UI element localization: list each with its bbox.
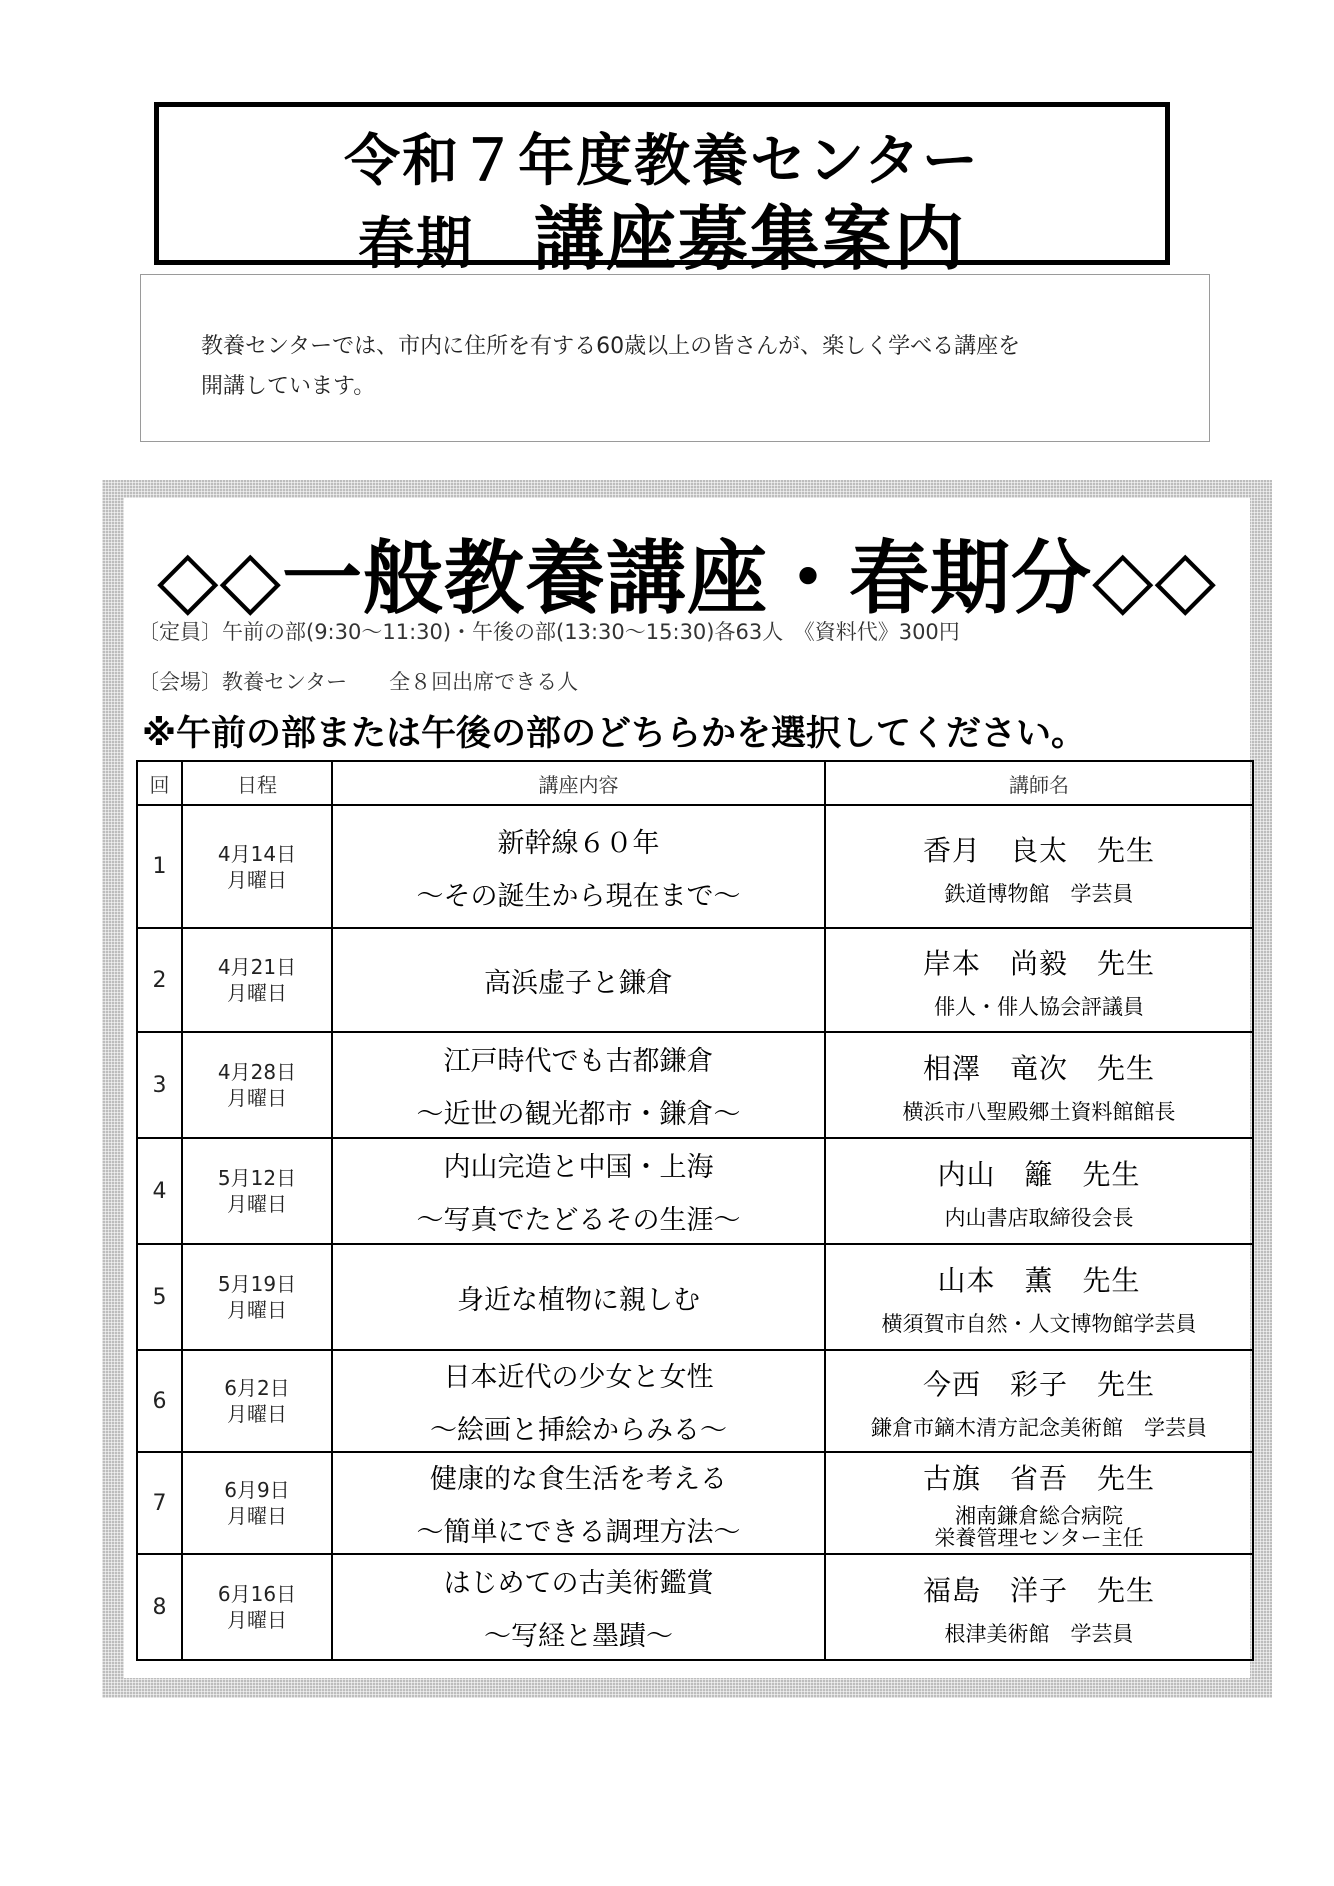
lecturer-name: 今西 彩子 先生 (922, 1368, 1155, 1401)
session-date: 5月19日 (217, 1272, 297, 1296)
topic-subtitle: ～絵画と挿絵からみる～ (430, 1415, 727, 1446)
session-weekday: 月曜日 (227, 1402, 287, 1426)
session-date: 6月9日 (224, 1478, 290, 1502)
session-date: 4月14日 (217, 841, 297, 866)
session-date: 6月16日 (217, 1582, 297, 1606)
lecturer-name: 山本 薫 先生 (937, 1264, 1141, 1297)
topic-title: 内山完造と中国・上海 (443, 1152, 714, 1183)
venue-info: 〔会場〕教養センター 全８回出席できる人 (138, 670, 579, 694)
header-date: 日程 (182, 761, 332, 805)
session-number: 6 (137, 1350, 182, 1452)
topic-title: 健康的な食生活を考える (430, 1464, 727, 1495)
session-date-cell (182, 928, 332, 1032)
session-date: 6月2日 (224, 1376, 290, 1400)
topic-title: 身近な植物に親しむ (457, 1284, 700, 1316)
session-topic-cell (332, 1244, 825, 1350)
topic-subtitle: ～簡単にできる調理方法～ (416, 1517, 741, 1548)
table-header-row (137, 761, 1253, 805)
topic-stack (333, 1039, 824, 1131)
topic-stack (333, 1145, 824, 1237)
topic-stack (333, 1561, 824, 1653)
lecturer-title: 湘南鎌倉総合病院 栄養管理センター主任 (934, 1504, 1144, 1550)
session-date: 4月21日 (217, 955, 297, 979)
session-date: 5月12日 (217, 1166, 297, 1190)
session-date-cell (182, 1554, 332, 1660)
topic-title: 新幹線６０年 (497, 827, 660, 859)
lecturer-stack (826, 1153, 1252, 1229)
topic-subtitle: ～近世の観光都市・鎌倉～ (416, 1099, 741, 1130)
lecturer-name: 岸本 尚毅 先生 (922, 947, 1155, 980)
session-number: 1 (137, 805, 182, 928)
session-weekday: 月曜日 (227, 1608, 287, 1632)
topic-stack (333, 1457, 824, 1549)
lecturer-stack (826, 1259, 1252, 1335)
table-row (137, 1244, 1253, 1350)
session-weekday: 月曜日 (227, 981, 287, 1005)
session-date-cell (182, 1138, 332, 1244)
session-weekday: 月曜日 (227, 1504, 287, 1528)
topic-stack (333, 961, 824, 1000)
topic-subtitle: ～その誕生から現在まで～ (416, 880, 741, 912)
lecturer-title: 鎌倉市鏑木清方記念美術館 学芸員 (871, 1416, 1207, 1440)
schedule-table (136, 760, 1254, 1661)
title-line-2 (159, 183, 1165, 284)
intro-text (201, 327, 1161, 407)
lecturer-cell (825, 1032, 1253, 1138)
lecturer-title: 内山書店取締役会長 (944, 1206, 1134, 1230)
session-notice: ※午前の部または午後の部のどちらかを選択してください。 (142, 714, 1087, 754)
lecturer-name: 香月 良太 先生 (922, 833, 1155, 867)
session-date-cell (182, 805, 332, 928)
topic-title: 江戸時代でも古都鎌倉 (443, 1046, 714, 1077)
topic-stack (333, 1355, 824, 1447)
lecturer-cell (825, 1350, 1253, 1452)
lecturer-name: 相澤 竜次 先生 (922, 1052, 1155, 1085)
intro-line-2: 開講しています。 (201, 374, 376, 399)
table-row (137, 1138, 1253, 1244)
lecturer-stack (826, 1363, 1252, 1439)
table-row (137, 1554, 1253, 1660)
session-topic-cell (332, 1350, 825, 1452)
table-row (137, 1350, 1253, 1452)
session-number: 4 (137, 1138, 182, 1244)
session-weekday: 月曜日 (227, 1298, 287, 1322)
topic-stack (333, 821, 824, 913)
header-lecturer: 講師名 (825, 761, 1253, 805)
lecturer-cell (825, 1554, 1253, 1660)
session-topic-cell (332, 1452, 825, 1554)
lecturer-title: 俳人・俳人協会評議員 (934, 995, 1144, 1019)
session-number: 8 (137, 1554, 182, 1660)
title-line-1: 令和７年度教養センター (344, 129, 980, 194)
lecturer-stack (826, 942, 1252, 1018)
lecturer-stack (826, 1047, 1252, 1123)
topic-title: 高浜虚子と鎌倉 (484, 967, 673, 999)
table-row (137, 1452, 1253, 1554)
topic-title: 日本近代の少女と女性 (443, 1362, 714, 1393)
session-topic-cell (332, 1138, 825, 1244)
session-date: 4月28日 (217, 1060, 297, 1084)
table-row (137, 805, 1253, 928)
header-number: 回 (137, 761, 182, 805)
session-number: 2 (137, 928, 182, 1032)
lecturer-stack (826, 829, 1252, 905)
lecturer-name: 古旗 省吾 先生 (922, 1462, 1155, 1495)
session-number: 5 (137, 1244, 182, 1350)
session-weekday: 月曜日 (227, 1086, 287, 1110)
lecturer-cell (825, 1244, 1253, 1350)
schedule-body (137, 805, 1253, 1660)
intro-line-1: 教養センターでは、市内に住所を有する60歳以上の皆さんが、楽しく学べる講座を (201, 334, 1021, 359)
lecturer-cell (825, 805, 1253, 928)
session-number: 3 (137, 1032, 182, 1138)
session-topic-cell (332, 805, 825, 928)
lecturer-stack (826, 1457, 1252, 1549)
lecturer-cell (825, 1452, 1253, 1554)
course-panel (124, 498, 1250, 1678)
capacity-info: 〔定員〕午前の部(9:30～11:30)・午後の部(13:30～15:30)各63人 《資料代》300円 (138, 620, 960, 644)
header-topic: 講座内容 (332, 761, 825, 805)
lecturer-name: 福島 洋子 先生 (922, 1574, 1155, 1607)
title-banner (154, 102, 1170, 280)
session-date-cell (182, 1032, 332, 1138)
session-date-cell (182, 1244, 332, 1350)
topic-subtitle: ～写真でたどるその生涯～ (416, 1205, 741, 1236)
session-topic-cell (332, 928, 825, 1032)
session-weekday: 月曜日 (227, 1192, 287, 1216)
intro-box (140, 274, 1210, 442)
table-row (137, 928, 1253, 1032)
title-season: 春期 (358, 212, 474, 277)
title-main: 講座募集案内 (534, 198, 966, 280)
session-topic-cell (332, 1032, 825, 1138)
session-number: 7 (137, 1452, 182, 1554)
lecturer-title: 横須賀市自然・人文博物館学芸員 (881, 1312, 1197, 1336)
table-row (137, 1032, 1253, 1138)
lecturer-stack (826, 1569, 1252, 1645)
topic-title: はじめての古美術鑑賞 (443, 1568, 714, 1599)
session-weekday: 月曜日 (227, 867, 287, 892)
topic-subtitle: ～写経と墨蹟～ (484, 1621, 673, 1652)
session-date-cell (182, 1350, 332, 1452)
lecturer-name: 内山 籬 先生 (937, 1158, 1141, 1191)
lecturer-title: 横浜市八聖殿郷土資料館館長 (902, 1100, 1176, 1124)
lecturer-title: 根津美術館 学芸員 (944, 1622, 1134, 1646)
lecturer-cell (825, 928, 1253, 1032)
topic-stack (333, 1278, 824, 1317)
session-date-cell (182, 1452, 332, 1554)
course-heading: ◇◇一般教養講座・春期分◇◇ (156, 532, 1218, 625)
lecturer-cell (825, 1138, 1253, 1244)
lecturer-title: 鉄道博物館 学芸員 (944, 881, 1134, 906)
session-topic-cell (332, 1554, 825, 1660)
